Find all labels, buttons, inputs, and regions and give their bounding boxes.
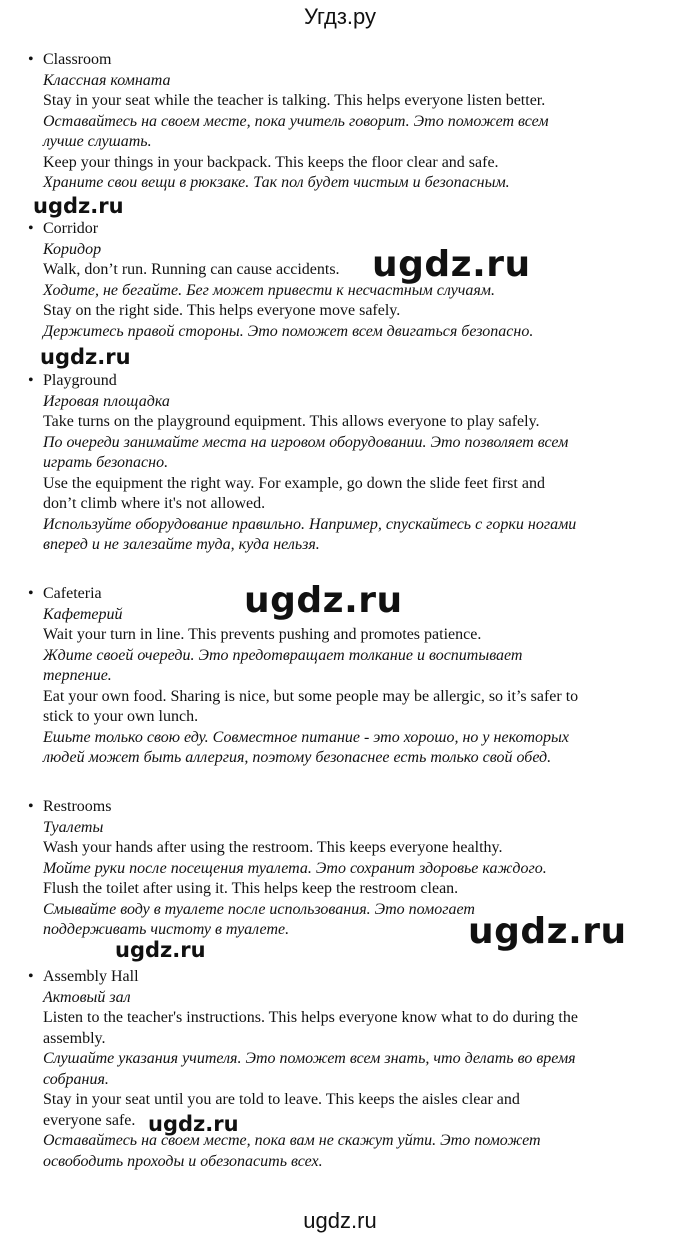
rule-line: Keep your things in your backpack. This keeps the floor clear and safe.: [43, 153, 499, 171]
watermark: ugdz.ru: [115, 938, 206, 962]
bullet-icon: •: [28, 220, 34, 237]
bullet-icon: •: [28, 51, 34, 68]
rule-line: Flush the toilet after using it. This helps keep the restroom clean.: [43, 880, 459, 897]
section-title: Playground: [43, 372, 117, 389]
translation-line: Ходите, не бегайте. Бег может привести к несчастным случаям.: [43, 281, 496, 299]
translation-line: Храните свои вещи в рюкзаке. Так пол будет чистым и безопасным.: [43, 174, 510, 191]
page-header-site-name: Угдз.ру: [303, 4, 377, 29]
rule-line: Stay on the right side. This helps everyone move safely.: [43, 302, 401, 319]
translation-line: играть безопасно.: [43, 454, 169, 471]
bullet-icon: •: [28, 585, 34, 602]
translation-line: Используйте оборудование правильно. Например, спускайтесь с горки ногами: [43, 515, 577, 533]
rule-line: Walk, don’t run. Running can cause accidents.: [43, 261, 340, 278]
translation-line: Оставайтесь на своем месте, пока вам не скажут уйти. Это поможет: [43, 1132, 541, 1149]
rule-line: Take turns on the playground equipment. This allows everyone to play safely.: [43, 413, 540, 430]
rule-line: Use the equipment the right way. For example, go down the slide feet first and: [43, 474, 545, 492]
rule-line: everyone safe.: [43, 1111, 136, 1129]
watermark: ugdz.ru: [40, 345, 131, 369]
rule-line: Wash your hands after using the restroom. This keeps everyone healthy.: [43, 839, 503, 856]
rule-line: Eat your own food. Sharing is nice, but some people may be allergic, so it’s safer to: [43, 687, 579, 705]
section-title: Corridor: [43, 220, 99, 237]
rule-line: stick to your own lunch.: [43, 708, 199, 725]
watermark: ugdz.ru: [33, 194, 124, 218]
section-title-translation: Коридор: [43, 240, 102, 258]
translation-line: собрания.: [43, 1070, 109, 1088]
watermark: ugdz.ru: [148, 1112, 239, 1136]
translation-line: поддерживать чистоту в туалете.: [43, 921, 290, 938]
section-title-translation: Туалеты: [43, 818, 104, 836]
section-title-translation: Классная комната: [43, 71, 171, 89]
rule-line: Wait your turn in line. This prevents pushing and promotes patience.: [43, 626, 482, 643]
rule-line: Stay in your seat until you are told to leave. This keeps the aisles clear and: [43, 1091, 520, 1108]
translation-line: Оставайтесь на своем месте, пока учитель говорит. Это поможет всем: [43, 112, 549, 130]
section-title: Classroom: [43, 51, 112, 68]
rule-line: don’t climb where it's not allowed.: [43, 495, 266, 512]
translation-line: Слушайте указания учителя. Это поможет всем знать, что делать во время: [43, 1050, 576, 1067]
translation-line: людей может быть аллергия, поэтому безопаснее есть только свой обед.: [43, 749, 552, 766]
watermark: ugdz.ru: [468, 911, 627, 952]
section-title-translation: Кафетерий: [43, 605, 123, 623]
bullet-icon: •: [28, 372, 34, 389]
section-title: Assembly Hall: [43, 968, 139, 985]
bullet-icon: •: [28, 968, 34, 985]
translation-line: Мойте руки после посещения туалета. Это сохранит здоровье каждого.: [43, 859, 547, 877]
translation-line: По очереди занимайте места на игровом оборудовании. Это позволяет всем: [43, 433, 569, 451]
rule-line: assembly.: [43, 1029, 106, 1047]
section-title-translation: Актовый зал: [43, 988, 131, 1006]
translation-line: освободить проходы и обезопасить всех.: [43, 1152, 323, 1170]
bullet-icon: •: [28, 798, 34, 815]
watermark: ugdz.ru: [244, 580, 403, 621]
page-footer-site-name: ugdz.ru: [303, 1208, 377, 1233]
translation-line: Смывайте воду в туалете после использования. Это помогает: [43, 900, 475, 918]
rule-line: Listen to the teacher's instructions. This helps everyone know what to do during the: [43, 1009, 578, 1026]
translation-line: Держитесь правой стороны. Это поможет всем двигаться безопасно.: [43, 322, 534, 340]
translation-line: вперед и не залезайте туда, куда нельзя.: [43, 536, 320, 553]
translation-line: лучше слушать.: [43, 133, 152, 150]
section-title-translation: Игровая площадка: [43, 392, 170, 410]
translation-line: Ешьте только свою еду. Совместное питание - это хорошо, но у некоторых: [43, 728, 569, 746]
section-title: Cafeteria: [43, 585, 102, 602]
translation-line: терпение.: [43, 667, 112, 684]
section-title: Restrooms: [43, 798, 112, 815]
rule-line: Stay in your seat while the teacher is talking. This helps everyone listen better.: [43, 92, 546, 109]
translation-line: Ждите своей очереди. Это предотвращает толкание и воспитывает: [43, 646, 523, 664]
watermark: ugdz.ru: [372, 244, 531, 285]
